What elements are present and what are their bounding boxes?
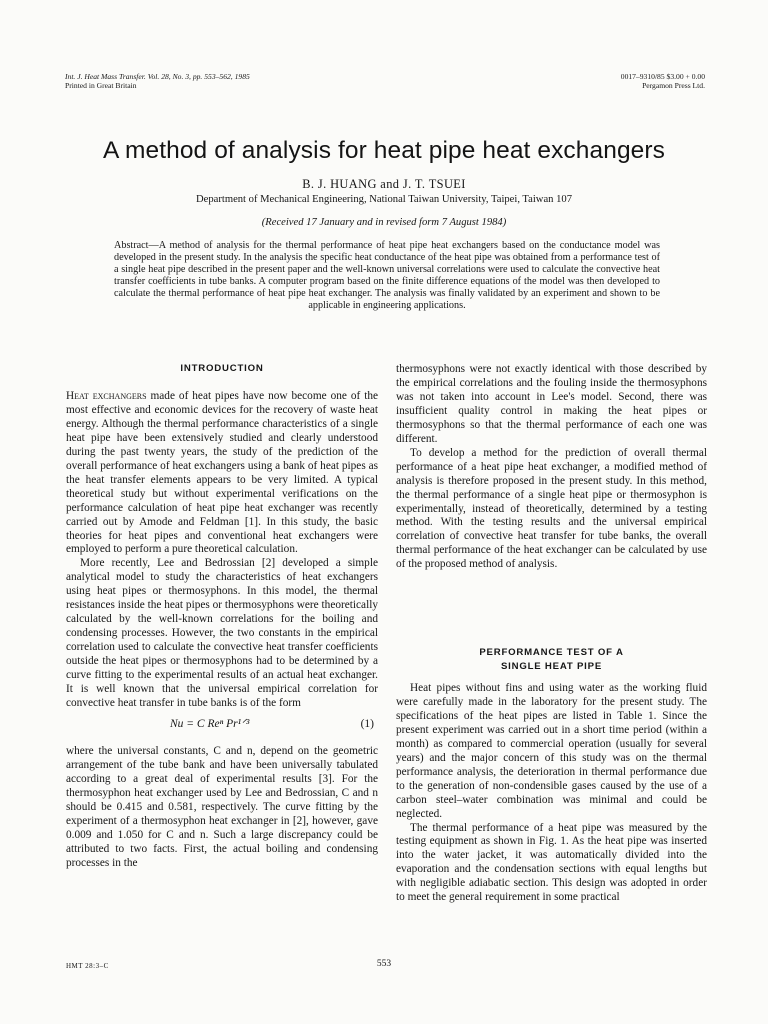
- intro-paragraph-4: thermosyphons were not exactly identical with those described by the empirical correlations and the fouling inside the thermosyphons was not taken into account in Lee's model. Second, there was insufficient quality control in making the heat pipes or thermosyphons so that the thermal performance of each one was different.: [396, 363, 707, 445]
- equation-formula: Nu = C Reⁿ Pr¹ᐟ³: [170, 717, 250, 730]
- right-column: [396, 363, 707, 572]
- intro-paragraph-1: [66, 390, 378, 557]
- publisher-header: [621, 72, 705, 90]
- performance-paragraph-2: The thermal performance of a heat pipe was measured by the testing equipment as shown in Fig. 1. As the heat pipe was inserted into the water jacket, it was automatically divided into the evaporation and the condensation sections with equal lengths but with negligible adiabatic section. This design was adopted in order to meet the general requirement in some practical: [396, 821, 707, 904]
- right-column-lower: [396, 682, 707, 905]
- journal-header: [65, 72, 250, 90]
- intro-paragraph-2: More recently, Lee and Bedrossian [2] developed a simple analytical model to study the characteristics of heat exchangers using heat pipes or thermosyphons. In this model, the thermal resistances inside the heat pipes or thermosyphons were theoretically calculated by the well-known correlations for the boiling and condensing processes. However, the two constants in the empirical correlation used to calculate the convective heat transfer coefficients outside the heat pipes or thermosyphons had to be determined by a curve fitting to the experimental results of an actual heat exchanger. It is well known that the universal empirical correlation for convective heat transfer in tube banks is of the form: [66, 557, 378, 709]
- received-dates: [0, 217, 768, 228]
- page-number: 553: [376, 959, 392, 969]
- paper-title: A method of analysis for heat pipe heat exchangers: [102, 137, 666, 164]
- intro-paragraph-1-text: made of heat pipes have now become one of the most effective and economic devices for the recovery of waste heat energy. Although the thermal performance characteristics of a single heat pipe have been extensively studied and clearly understood during the past twenty years, the study of the prediction of the overall performance of heat exchangers using a bank of heat pipes as the heat transfer elements appears to be very limited. A typical theoretical study but without experimental verifications on the performance calculation of heat pipe heat exchanger was recently carried out by Amode and Feldman [1]. In this study, the basic theories for heat pipes and conventional heat exchangers were employed to perform a pure theoretical calculation.: [66, 390, 378, 556]
- journal-citation: Int. J. Heat Mass Transfer. Vol. 28, No. 3, pp. 553–562, 1985: [65, 72, 250, 81]
- performance-heading-line-2: SINGLE HEAT PIPE: [500, 661, 603, 672]
- author-affiliation: Department of Mechanical Engineering, National Taiwan University, Taipei, Taiwan 107: [196, 194, 572, 205]
- intro-paragraph-5: To develop a method for the prediction of overall thermal performance of a heat pipe heat exchanger, a modified method of analysis is therefore proposed in the present study. In this method, the thermal performance of a single heat pipe or thermosyphon is experimentally, instead of theoretically, determined by a testing method. With the testing results and the universal empirical correlation of convective heat transfer for tube banks, the overall thermal performance of the heat exchanger can be calculated by use of the proposed method of analysis.: [396, 446, 707, 571]
- received-text: (Received 17 January and in revised form 7 August 1984): [261, 217, 507, 228]
- issn-price: 0017–9310/85 $3.00 + 0.00: [620, 72, 705, 81]
- publisher-name: Pergamon Press Ltd.: [642, 81, 705, 90]
- abstract-label: Abstract: [114, 240, 149, 251]
- intro-lead-smallcaps: Heat exchangers: [66, 390, 147, 402]
- abstract-text: —A method of analysis for the thermal performance of heat pipe heat exchangers based on the conductance model was developed in the present study. In the analysis the specific heat conductance of the heat pipe was obtained from a performance test of a single heat pipe described in the present paper and the well-known universal correlations were used to calculate the convective heat transfer coefficients in tube banks. A computer program based on the finite difference equations of the model was then developed to calculate the thermal performance of heat pipe heat exchanger. The analysis was finally validated by an experiment and shown to be applicable in engineering applications.: [114, 240, 660, 312]
- intro-paragraph-3: where the universal constants, C and n, depend on the geometric arrangement of the tube bank and have been universally tabulated according to a great deal of experimental results [3]. For the thermosyphon heat exchanger used by Lee and Bedrossian, C and n should be 0.415 and 0.581, respectively. The curve fitting by the experiment of a thermosyphon heat exchanger in [2], however, gave 0.009 and 1.050 for C and n. Such a large discrepancy could be attributed to two facts. First, the actual boiling and condensing processes in the: [66, 744, 378, 869]
- performance-paragraph-1: Heat pipes without fins and using water as the working fluid were carefully made in the laboratory for the present study. The specifications of the heat pipes are listed in Table 1. Since the present experiment was carried out in a short time period (within a month) as compared to commercial operation (usually for several years) and the major concern of this study was on the thermal performance analysis, the deterioration in thermal performance due to the generation of non-condensible gases caused by the use of a carbon steel–water combination was minimal and could be neglected.: [396, 682, 707, 820]
- abstract: [114, 240, 660, 313]
- left-column: [66, 390, 378, 871]
- performance-heading-line-1: PERFORMANCE TEST OF A: [479, 647, 624, 658]
- section-heading-introduction: INTRODUCTION: [180, 363, 264, 374]
- footer-code: HMT 28:3–C: [66, 962, 109, 970]
- equation-number: (1): [360, 717, 374, 730]
- equation-1: [66, 715, 378, 741]
- printed-in: Printed in Great Britain: [65, 81, 137, 90]
- paper-authors: B. J. HUANG and J. T. TSUEI: [302, 177, 466, 191]
- section-heading-performance-test: [396, 646, 707, 674]
